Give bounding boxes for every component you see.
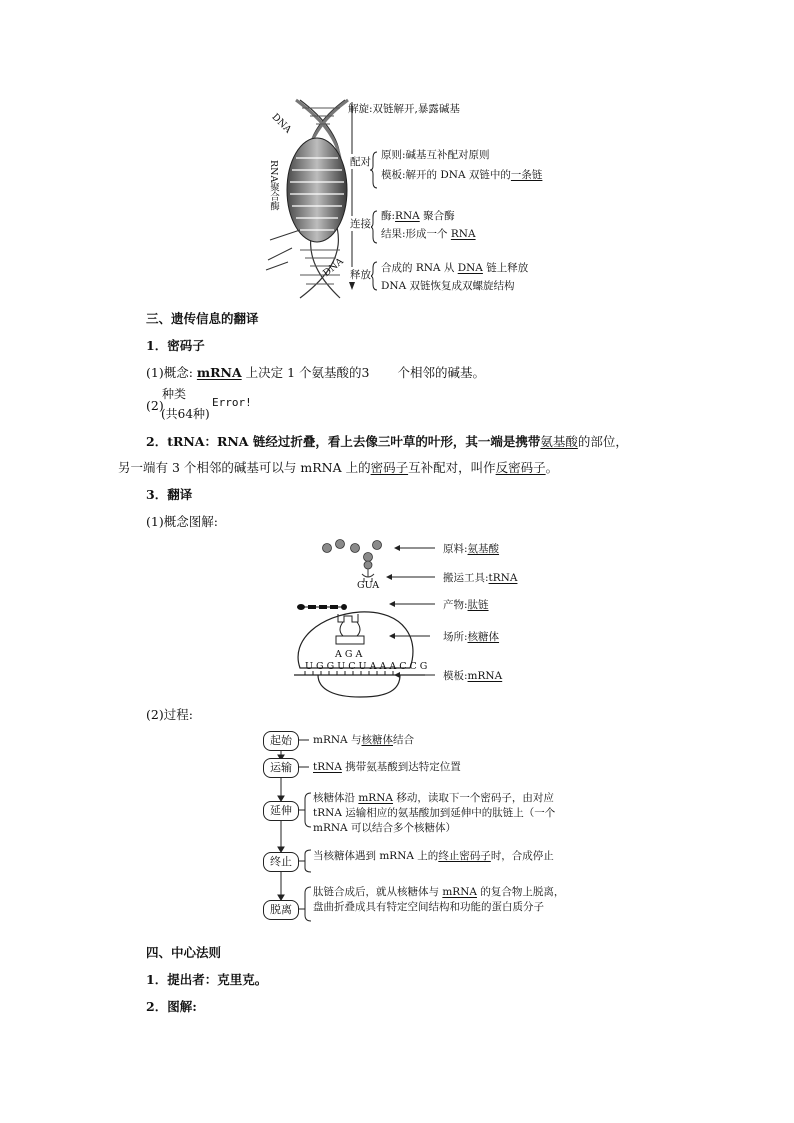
central-dogma-diagram-label: 2．图解: [146,999,197,1014]
codon-title: 1．密码子 [146,338,205,353]
step-desc-run: 终止密码子 [438,850,491,862]
product-label: 产物:肽链 [443,599,489,611]
step-desc-run: 的复合物上脱离，盘曲折叠成具有特定空间结构和功能的蛋白质分子 [313,886,565,913]
raw-material-label: 原料:氨基酸 [443,543,500,555]
rna-polymerase-label: RNA聚合酶 [268,160,279,211]
site-label: 场所:核糖体 [443,631,500,643]
step-desc-run: mRNA [358,792,393,804]
mrna-sequence: U G G U C U A A A C C G [305,661,428,672]
step-desc-run: 核糖体 [361,734,393,746]
step-box-release: 脱离 [263,900,299,920]
step-desc-release [313,885,565,915]
step-desc-run: 携带氨基酸到达特定位置 [341,761,461,773]
step-desc-transport [313,760,573,775]
central-dogma-proposer: 1．提出者：克里克。 [146,972,268,987]
codon-concept: (1)概念: mRNA 上决定 1 个氨基酸的3 个相邻的碱基。 [146,365,485,380]
step-pair-rule: 原则:碱基互补配对原则 [381,149,490,161]
codon-types-prefix: (2) [146,398,164,413]
step-release-line1: 合成的 RNA 从 DNA 链上释放 [381,262,529,274]
step-release-line2: DNA 双链恢复成双螺旋结构 [381,280,515,292]
step-box-elongation: 延伸 [263,801,299,821]
step-pair-name: 配对 [350,156,371,168]
codon-types-bottom: (共64种) [161,407,210,421]
step-desc-elongation [313,791,565,836]
step-desc-run: tRNA [313,761,342,773]
step-pair-template: 模板:解开的 DNA 双链中的一条链 [381,169,543,181]
step-desc-initiation [313,733,573,748]
step-link-enzyme: 酶:RNA 聚合酶 [381,210,455,222]
step-desc-run: 肽链合成后，就从核糖体与 [313,886,443,898]
step-box-termination: 终止 [263,852,299,872]
step-desc-run: 结合 [392,734,414,746]
step-link-name: 连接 [350,218,371,230]
dna-label-top: DNA [269,111,294,136]
dna-label-bottom: DNA [321,255,346,280]
step-desc-termination [313,849,565,864]
step-release-name: 释放 [350,269,371,281]
translation-title: 3．翻译 [146,487,193,502]
translation-process-label: (2)过程: [146,707,193,722]
step-desc-run: 核糖体沿 [313,792,359,804]
trna-paragraph-line2: 另一端有 3 个相邻的碱基可以与 mRNA 上的密码子互补配对，叫作反密码子。 [118,460,559,475]
step-desc-run: 移动，读取下一个密码子，由对应 tRNA 运输相应的氨基酸加到延伸中的肽链上（一个 mRNA 可以结合多个核糖体） [313,792,556,834]
codon-types-top: 种类 [162,387,187,401]
trna-anticodon: GUA [357,580,380,591]
carrier-label: 搬运工具:tRNA [443,572,518,584]
step-box-transport: 运输 [263,758,299,778]
translation-concept-label: (1)概念图解: [146,514,218,529]
step-desc-run: 时，合成停止 [490,850,554,862]
ribosome-anticodon: A G A [335,649,363,660]
step-link-result: 结果:形成一个 RNA [381,228,476,240]
step-desc-run: mRNA [442,886,477,898]
step-unwind-text: 解旋:双链解开,暴露碱基 [348,103,460,115]
step-desc-run: mRNA 与 [313,734,362,746]
section4-heading: 四、中心法则 [146,945,222,960]
step-desc-run: 当核糖体遇到 mRNA 上的 [313,850,439,862]
codon-types-error: Error! [212,396,252,409]
template-label: 模板:mRNA [443,670,503,682]
section3-heading: 三、遗传信息的翻译 [146,311,259,326]
step-box-initiation: 起始 [263,731,299,751]
trna-paragraph-line1: 2．tRNA：RNA 链经过折叠，看上去像三叶草的叶形，其一端是携带氨基酸的部位， [146,434,628,449]
